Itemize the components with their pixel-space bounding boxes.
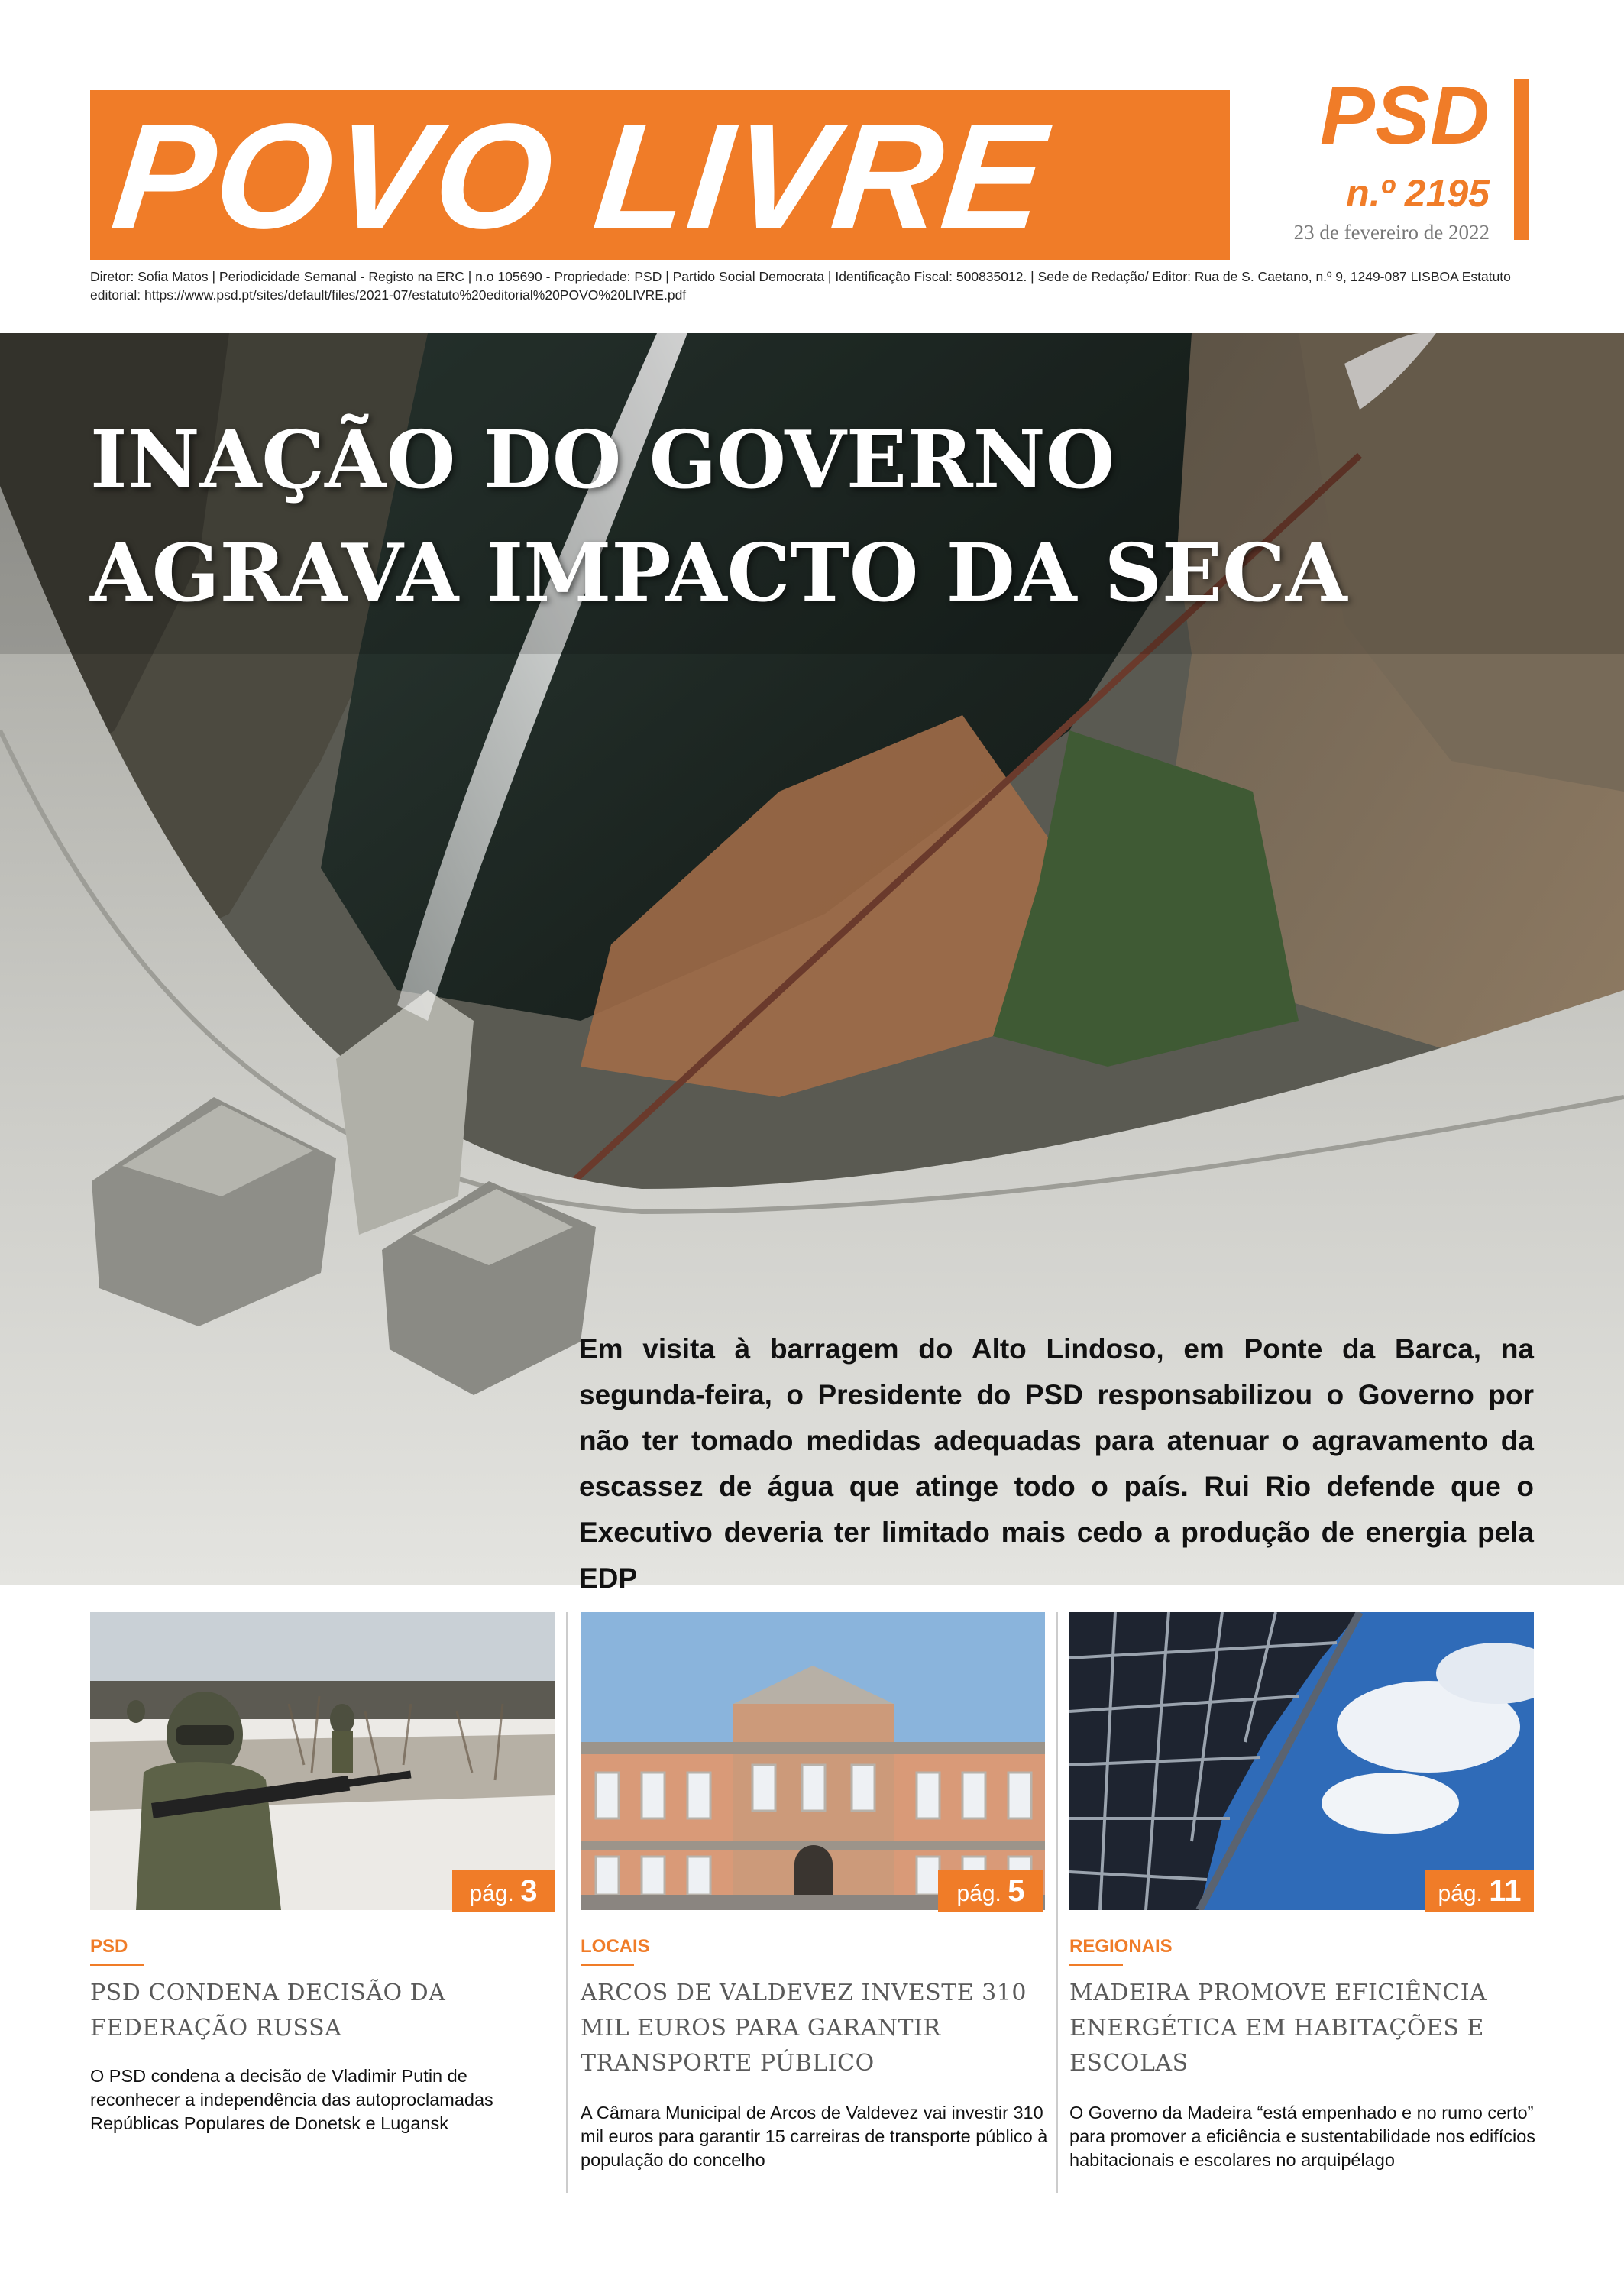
issue-number: n.º 2195 <box>1346 172 1490 215</box>
article-2-section-rule <box>581 1964 634 1966</box>
article-3-title[interactable]: MADEIRA PROMOVE EFICIÊNCIA ENERGÉTICA EM HABITAÇÕES E ESCOLAS <box>1069 1980 1487 2077</box>
article-3-photo <box>1069 1612 1534 1910</box>
article-3-page-number: 11 <box>1489 1874 1522 1908</box>
hero-headline-line-1: INAÇÃO DO GOVERNO <box>90 413 1115 507</box>
masthead-accent-bar <box>1514 79 1529 240</box>
psd-logo: PSD <box>1319 69 1490 161</box>
article-1-body: O PSD condena a decisão de Vladimir Putin de reconhecer a independência das autoproclamadas Repúblicas Populares de Donetsk e Lugansk <box>90 2066 493 2133</box>
article-2-page-number: 5 <box>1008 1874 1025 1908</box>
article-2-page-prefix: pág. <box>956 1881 1001 1906</box>
article-1-section-rule <box>90 1964 144 1966</box>
article-3-page-prefix: pág. <box>1438 1881 1483 1906</box>
article-3-body: O Governo da Madeira “está empenhado e no rumo certo” para promover a eficiência e sustentabilidade nos edifícios habitacionais e escolares no arquipélago <box>1069 2103 1536 2170</box>
article-2-page-badge[interactable] <box>938 1870 1043 1912</box>
article-1-photo <box>90 1612 555 1910</box>
hero-headline <box>90 403 1542 656</box>
article-2-photo <box>581 1612 1045 1910</box>
article-3-section-rule <box>1069 1964 1123 1966</box>
article-3-page-badge[interactable] <box>1425 1870 1534 1912</box>
hero-lede: Em visita à barragem do Alto Lindoso, em Ponte da Barca, na segunda-feira, o Presidente do PSD responsabilizou o Governo por não ter tomado medidas adequadas para atenuar o agravamento da escassez de água que atinge todo o país. Rui Rio defende que o Executivo deveria ter limitado mais cedo a produção de energia pela EDP <box>579 1333 1534 1594</box>
article-1-page-prefix: pág. <box>469 1881 514 1906</box>
article-1-page-badge[interactable] <box>452 1870 555 1912</box>
column-divider-1 <box>566 1612 568 2193</box>
article-3-section: REGIONAIS <box>1069 1936 1173 1957</box>
column-divider-2 <box>1056 1612 1058 2193</box>
issue-date: 23 de fevereiro de 2022 <box>1293 221 1490 244</box>
article-1-title[interactable]: PSD CONDENA DECISÃO DA FEDERAÇÃO RUSSA <box>90 1980 446 2042</box>
article-1-section: PSD <box>90 1936 128 1957</box>
article-2-section: LOCAIS <box>581 1936 650 1957</box>
article-1-page-number: 3 <box>520 1874 538 1908</box>
article-2-body: A Câmara Municipal de Arcos de Valdevez vai investir 310 mil euros para garantir 15 carreiras de transporte público à população do concelho <box>581 2103 1048 2170</box>
imprint: Diretor: Sofia Matos | Periodicidade Semanal - Registo na ERC | n.o 105690 - Propriedade: PSD | Partido Social Democrata | Identificação Fiscal: 500835012. | Sede de Redação/ Editor: Rua de S. Caetano, n.º 9, 1249-087 LISBOA Estatuto editorial: https://www.psd.pt/sites/default/files/2021-07/estatuto%20editorial%20POVO%20LIVRE.pdf <box>90 269 1511 303</box>
article-2-title[interactable]: ARCOS DE VALDEVEZ INVESTE 310 MIL EUROS PARA GARANTIR TRANSPORTE PÚBLICO <box>581 1980 1027 2077</box>
masthead-title: POVO LIVRE <box>105 92 1054 260</box>
hero-headline-line-2: AGRAVA IMPACTO DA SECA <box>90 526 1347 620</box>
